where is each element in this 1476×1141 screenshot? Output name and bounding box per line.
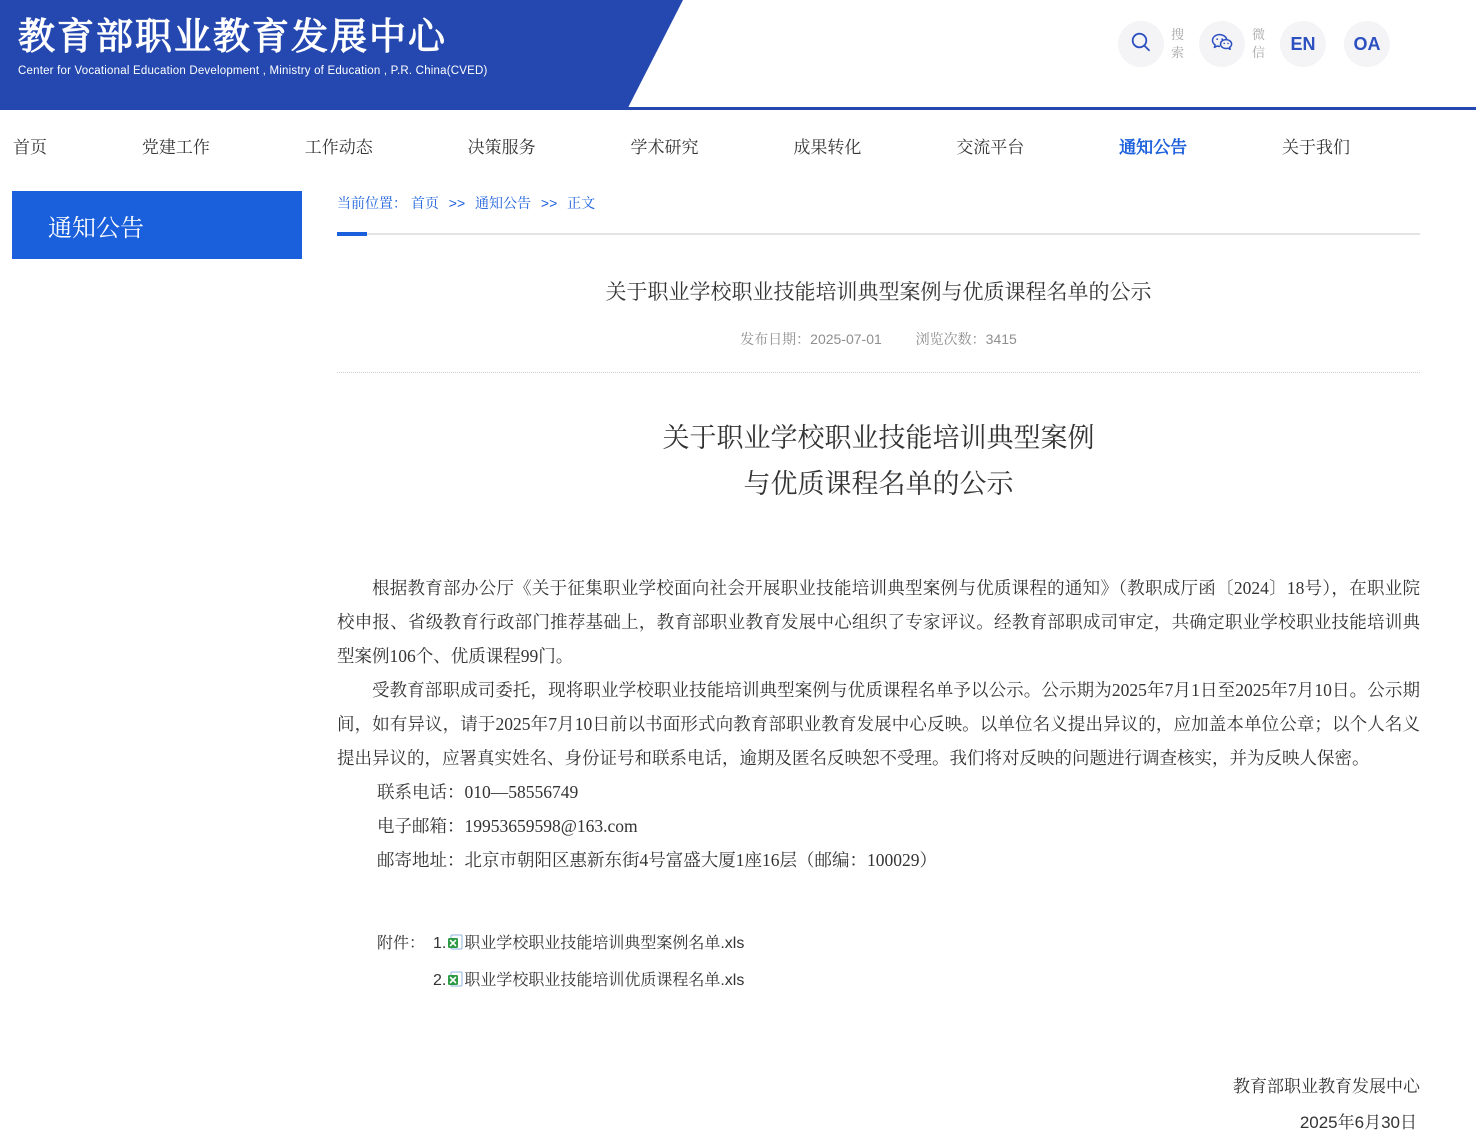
document-heading (337, 415, 1420, 507)
signature-org: 教育部职业教育发展中心 (1233, 1077, 1420, 1096)
breadcrumb-prefix: 当前位置： (337, 195, 407, 211)
contact-phone: 联系电话：010—58556749 (377, 782, 579, 802)
wechat-icon (1209, 30, 1235, 59)
site-header (0, 0, 1476, 110)
en-label: EN (1290, 33, 1316, 54)
nav-item-notices[interactable]: 通知公告 (1119, 137, 1188, 157)
attachment-row (377, 962, 1420, 999)
breadcrumb (337, 193, 1420, 213)
xls-file-icon (447, 927, 463, 943)
attachment-index: 2. (433, 972, 447, 989)
views-label: 浏览次数： (915, 331, 986, 347)
header-toolbar (1118, 21, 1390, 67)
body-paragraph: 受教育部职成司委托，现将职业学校职业技能培训典型案例与优质课程名单予以公示。公示期为2025年7月1日至2025年7月10日。公示期间，如有异议，请于2025年7月10日前以书面形式向教育部职业教育发展中心反映。以单位名义提出异议的，应加盖本单位公章；以个人名义提出异议的，应署真实姓名、身份证号和联系电话，逾期及匿名反映恕不受理。我们将对反映的问题进行调查核实，并为反映人保密。 (337, 680, 1420, 768)
xls-file-icon (447, 964, 463, 980)
document-body (337, 571, 1420, 877)
english-version-button[interactable] (1280, 21, 1326, 67)
document-heading-line1: 关于职业学校职业技能培训典型案例 (662, 423, 1095, 453)
search-icon (1129, 30, 1153, 59)
site-title: 教育部职业教育发展中心 (18, 16, 447, 57)
attachment-link-typical-cases[interactable]: 职业学校职业技能培训典型案例名单.xls (464, 935, 745, 952)
attachment-link-quality-courses[interactable]: 职业学校职业技能培训优质课程名单.xls (464, 972, 745, 989)
nav-item-achievements[interactable]: 成果转化 (793, 137, 862, 157)
attachments-block (337, 925, 1420, 999)
nav-item-academic-research[interactable]: 学术研究 (630, 137, 699, 157)
signature-block (337, 1069, 1420, 1141)
views-value: 3415 (985, 331, 1017, 347)
nav-item-policy-services[interactable]: 决策服务 (467, 137, 536, 157)
breadcrumb-separator: >> (540, 195, 558, 211)
page-title: 关于职业学校职业技能培训典型案例与优质课程名单的公示 (605, 281, 1152, 304)
sidebar-section-notices[interactable] (12, 191, 302, 259)
publish-date-value: 2025-07-01 (810, 331, 882, 347)
article-content (337, 180, 1420, 1141)
article-meta (337, 329, 1420, 349)
attachment-row (377, 925, 1420, 962)
contact-email: 电子邮箱：19953659598@163.com (377, 816, 638, 836)
dotted-divider (337, 372, 1420, 373)
oa-system-button[interactable] (1344, 21, 1390, 67)
contact-address: 邮寄地址：北京市朝阳区惠新东街4号富盛大厦1座16层（邮编：100029） (377, 850, 937, 870)
publish-date-label: 发布日期： (740, 331, 811, 347)
header-bottom-rule (0, 107, 1476, 110)
site-logo[interactable] (18, 14, 488, 77)
nav-item-home[interactable]: 首页 (13, 137, 47, 157)
breadcrumb-notices-link[interactable]: 通知公告 (475, 195, 532, 211)
search-button[interactable] (1118, 21, 1164, 67)
attachments-label: 附件： (377, 935, 426, 952)
breadcrumb-current: 正文 (567, 195, 596, 211)
nav-item-about-us[interactable]: 关于我们 (1282, 137, 1350, 157)
site-subtitle: Center for Vocational Education Development , Ministry of Education , P.R. China(CVED) (18, 65, 488, 77)
oa-label: OA (1353, 33, 1381, 54)
body-paragraph: 根据教育部办公厅《关于征集职业学校面向社会开展职业技能培训典型案例与优质课程的通知》（教职成厅函〔2024〕18号），在职业院校申报、省级教育行政部门推荐基础上，教育部职业教育发展中心组织了专家评议。经教育部职成司审定，共确定职业学校职业技能培训典型案例106个、优质课程99门。 (337, 578, 1420, 666)
attachment-index: 1. (433, 935, 447, 952)
breadcrumb-divider (337, 232, 1420, 236)
wechat-button[interactable] (1199, 21, 1245, 67)
nav-item-party-building[interactable]: 党建工作 (141, 137, 210, 157)
nav-item-work-updates[interactable]: 工作动态 (304, 137, 373, 157)
breadcrumb-separator: >> (448, 195, 466, 211)
signature-date: 2025年6月30日 (1299, 1113, 1417, 1132)
main-area (0, 180, 1476, 1141)
wechat-label: 微信 (1251, 27, 1265, 60)
nav-item-exchange-platform[interactable]: 交流平台 (956, 137, 1025, 157)
main-nav (0, 110, 1476, 180)
document-heading-line2: 与优质课程名单的公示 (743, 469, 1014, 499)
breadcrumb-home-link[interactable]: 首页 (410, 195, 439, 211)
search-label: 搜索 (1170, 27, 1184, 60)
sidebar-title: 通知公告 (48, 214, 144, 242)
